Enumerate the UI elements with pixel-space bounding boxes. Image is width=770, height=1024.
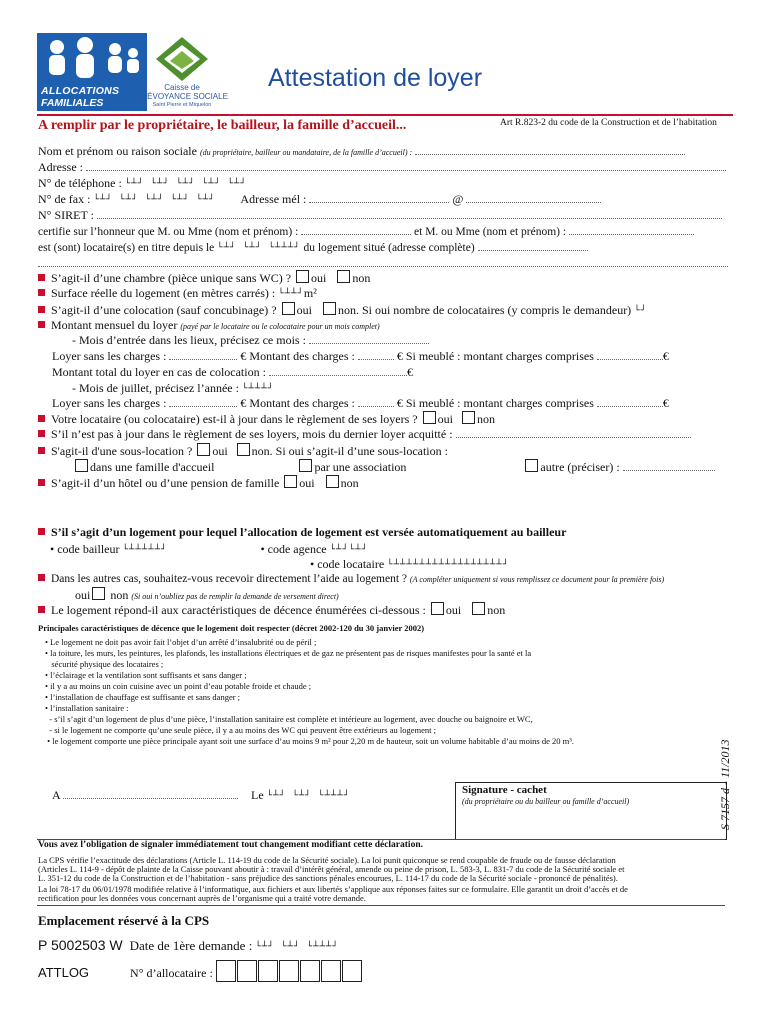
tenant-code-field[interactable]: └┴┴┴┴┴┴┴┴┴┴┴┴┴┴┴┴┴┘ (387, 560, 510, 570)
phone-label: N° de téléphone : (38, 176, 122, 190)
association-checkbox[interactable] (299, 459, 312, 472)
criteria-item: - s’il s’agit d’un logement de plus d’une pièce, l’installation sanitaire est complète et intérieure au logement, avec douche ou baignoire et WC, (45, 714, 533, 724)
phone-field[interactable]: └┴┘ └┴┘ └┴┘ └┴┘ └┴┘ (124, 179, 247, 189)
tenant-since-date-field[interactable]: └┴┘ └┴┘ └┴┴┴┘ (217, 243, 301, 253)
email-domain-field[interactable] (466, 192, 601, 203)
july-row (72, 381, 274, 396)
date-label: Le (251, 788, 264, 802)
other-label: autre (préciser) : (540, 460, 620, 474)
fax-row (38, 192, 601, 207)
owner-name-row (38, 144, 685, 159)
address-row (38, 160, 726, 175)
rent-charges-row-1 (52, 349, 669, 364)
decency-yes-checkbox[interactable] (431, 602, 444, 615)
rent-without-charges-label: Loyer sans les charges : (52, 396, 167, 410)
rent-without-charges-field[interactable] (169, 349, 237, 360)
agency-code-field[interactable]: └┴┘└┴┘ (329, 545, 369, 555)
decency-label: Le logement répond-il aux caractéristiques de décence énumérées ci-dessous : (51, 603, 426, 617)
obligation-text: Vous avez l’obligation de signaler immédiatement tout changement modifiant cette déclaration. (38, 840, 423, 850)
criteria-item: • la toiture, les murs, les peintures, les plafonds, les installations électriques et de gaz ne présentent pas de risques manifestes pour la santé et la (45, 648, 532, 658)
sublet-no-checkbox[interactable] (237, 443, 250, 456)
sublet-yes-checkbox[interactable] (197, 443, 210, 456)
colocataires-count-field[interactable]: └┘ (634, 306, 648, 316)
question-surface (38, 286, 317, 301)
landlord-code-label: • code bailleur (50, 542, 120, 556)
housing-address-field-2[interactable] (38, 256, 728, 267)
up-to-date-no-checkbox[interactable] (462, 411, 475, 424)
colocation-total-label: Montant total du loyer en cas de colocation : (52, 365, 266, 379)
hotel-no-label: non (340, 476, 359, 490)
reserved-heading: Emplacement réservé à la CPS (38, 913, 210, 928)
decency-yes-label: oui (445, 603, 462, 617)
euro-sign: € (662, 349, 669, 363)
entry-month-field[interactable] (309, 333, 429, 344)
rent-without-charges-label: Loyer sans les charges : (52, 349, 167, 363)
red-bullet-icon (38, 606, 45, 613)
rent-note: (payé par le locataire ou le colocataire pour un mois complet) (180, 322, 380, 331)
footer-divider-2 (37, 905, 725, 906)
direct-aid-no-label: non (110, 588, 129, 602)
furnished-label: € Si meublé : montant charges comprises (396, 349, 594, 363)
cps-reference-row (38, 937, 339, 954)
criteria-item: • le logement comporte une pièce principale ayant soit une surface d’au moins 9 m² pour 2,20 m de hauteur, soit un volume habitable d’au moins de 20 m³. (45, 736, 574, 746)
criteria-item: • l’installation sanitaire : (45, 703, 129, 713)
housing-address-label: du logement situé (adresse complète) (303, 242, 475, 254)
form-subheading: A remplir par le propriétaire, le bailleur, la famille d’accueil... (38, 118, 407, 133)
caf-logo-line1: ALLOCATIONS (41, 85, 120, 97)
red-bullet-icon (38, 574, 45, 581)
tenant-code-row (310, 557, 509, 572)
question-sublet (38, 443, 448, 459)
privacy-text: rectification pour les données vous concernant auprès de l’organisme qui a traité votre demande. (38, 893, 366, 903)
host-family-label: dans une famille d'accueil (90, 460, 215, 474)
legal-text: (Articles L. 114-9 - dépôt de plainte de la Caisse pouvant aboutir à : travail d’intérêt général, amende ou peine de prison, L. 583-3, L. 831-7 du code de la Sécurité sociale et (38, 864, 625, 874)
criteria-item: • Le logement ne doit pas avoir fait l’objet d’un arrêté d’insalubrité ou de péril ; (45, 637, 317, 647)
signature-title: Signature - cachet (462, 784, 547, 796)
last-paid-label: S’il n’est pas à jour dans le règlement de ses loyers, mois du dernier loyer acquitté : (51, 427, 453, 441)
other-checkbox[interactable] (525, 459, 538, 472)
agency-code-label: • code agence (260, 542, 327, 556)
question-rent (38, 318, 380, 333)
signature-note: (du propriétaire ou du bailleur ou famille d’accueil) (462, 797, 630, 806)
decency-no-label: non (487, 603, 506, 617)
sublet-type-row (73, 459, 715, 475)
page-title: Attestation de loyer (268, 64, 483, 92)
email-at: @ (452, 192, 464, 206)
first-request-label: Date de 1ère demande : (129, 938, 253, 953)
charges-label: € Montant des charges : (240, 349, 355, 363)
owner-name-field[interactable] (415, 144, 685, 155)
red-bullet-icon (38, 415, 45, 422)
question-room (38, 270, 370, 286)
decency-no-checkbox[interactable] (472, 602, 485, 615)
red-bullet-icon (38, 321, 45, 328)
question-last-paid (38, 427, 691, 442)
up-to-date-yes-checkbox[interactable] (423, 411, 436, 424)
criteria-item: • l’installation de chauffage est suffisante et sans danger ; (45, 692, 241, 702)
siret-label: N° SIRET : (38, 208, 94, 222)
surface-unit: m² (303, 286, 317, 300)
fax-label: N° de fax : (38, 192, 91, 206)
siret-row (38, 208, 722, 223)
red-bullet-icon (38, 528, 45, 535)
family-figures-icon (37, 35, 147, 85)
first-request-date-field[interactable]: └┴┘ └┴┘ └┴┴┴┘ (255, 942, 339, 952)
red-bullet-icon (38, 289, 45, 296)
colocation-total-field[interactable] (269, 365, 407, 376)
entry-month-row (72, 333, 429, 348)
landlord-code-field[interactable]: └┴┴┴┴┴┘ (122, 545, 168, 555)
certify-row (38, 224, 694, 238)
rent-charges-row-2 (52, 396, 669, 411)
host-family-checkbox[interactable] (75, 459, 88, 472)
direct-aid-no-note: (Si oui n’oubliez pas de remplir la demande de versement direct) (131, 592, 339, 601)
fax-field[interactable]: └┴┘ └┴┘ └┴┘ └┴┘ └┴┘ (93, 195, 216, 205)
red-bullet-icon (38, 274, 45, 281)
criteria-item: • l’éclairage et la ventilation sont suffisants et sans danger ; (45, 670, 247, 680)
direct-aid-yes-checkbox[interactable] (92, 587, 105, 600)
july-year-field[interactable]: └┴┴┴┘ (241, 384, 275, 394)
email-label: Adresse mél : (240, 192, 307, 206)
privacy-text: La loi 78-17 du 06/01/1978 modifiée relative à l’informatique, aux fichiers et aux libertés s’applique aux réponses faites sur ce formulaire. Elle garantit un droit d’accès et de (38, 884, 628, 894)
furnished-label: € Si meublé : montant charges comprises (396, 396, 594, 410)
siret-field[interactable] (97, 208, 722, 219)
cps-emblem-icon (152, 35, 212, 83)
room-yes-label: oui (311, 271, 327, 285)
cps-logo (132, 35, 232, 115)
furnished-field-2[interactable] (597, 396, 663, 407)
owner-name-label: Nom et prénom ou raison sociale (38, 144, 197, 158)
direct-aid-note: (A compléter uniquement si vous remplissez ce document pour la première fois) (409, 575, 665, 584)
hotel-label: S’agit-il d’un hôtel ou d’une pension de famille (51, 476, 280, 490)
place-date-row (52, 788, 350, 803)
association-label: par une association (314, 460, 407, 474)
question-up-to-date (38, 411, 495, 427)
colocation-no-checkbox[interactable] (323, 302, 336, 315)
sublet-label: S'agit-il d'une sous-location ? (51, 444, 193, 458)
sublet-no-label: non. Si oui s’agit-il d’une sous-location : (251, 444, 448, 458)
charges-field-2[interactable] (358, 396, 394, 407)
last-paid-field[interactable] (456, 427, 691, 438)
red-bullet-icon (38, 430, 45, 437)
decency-row (38, 602, 505, 618)
certify-label: certifie sur l’honneur que M. ou Mme (nom et prénom) : (38, 226, 299, 238)
auto-payment-heading (38, 525, 566, 540)
colocation-yes-checkbox[interactable] (282, 302, 295, 315)
signature-box[interactable] (455, 782, 727, 840)
tenant-code-label: • code locataire (310, 557, 385, 571)
direct-aid-yes-label: oui (75, 588, 91, 602)
hotel-no-checkbox[interactable] (326, 475, 339, 488)
sublet-yes-label: oui (212, 444, 228, 458)
euro-sign: € (406, 365, 413, 379)
entry-month-label: - Mois d’entrée dans les lieux, précisez ce mois : (72, 333, 306, 347)
colocation-yes-label: oui (296, 303, 312, 317)
rent-without-charges-field-2[interactable] (169, 396, 237, 407)
date-field[interactable]: └┴┘ └┴┘ └┴┴┴┘ (266, 791, 351, 801)
colocation-label: S’agit-il d’une colocation (sauf concubinage) ? (51, 303, 277, 317)
legal-text: L. 351-12 du code de la Construction et de l’habitation - sans préjudice des sanctions pénales encourues, L. 114-17 du code de la Sécurité sociale - prononcé de pénalités). (38, 873, 618, 883)
direct-aid-options (75, 587, 339, 603)
tenant1-field[interactable] (301, 224, 411, 235)
red-bullet-icon (38, 447, 45, 454)
charges-field[interactable] (358, 349, 394, 360)
july-label: - Mois de juillet, précisez l’année : (72, 381, 239, 395)
room-no-checkbox[interactable] (337, 270, 350, 283)
colocation-no-label: non. Si oui nombre de colocataires (y compris le demandeur) (337, 303, 632, 317)
allocataire-row (38, 960, 363, 982)
cps-logo-line3: Saint Pierre et Miquelon (152, 102, 212, 108)
criteria-heading: Principales caractéristiques de décence que le logement doit respecter (décret 2002-120 du 30 janvier 2002) (38, 623, 425, 633)
red-bullet-icon (38, 306, 45, 313)
direct-aid-row (38, 573, 664, 585)
cps-logo-line2: PRÉVOYANCE SOCIALE (136, 92, 228, 101)
other-field[interactable] (623, 460, 715, 471)
place-field[interactable] (63, 788, 238, 799)
cps-logo-line1: Caisse de (164, 83, 200, 92)
hotel-yes-label: oui (299, 476, 315, 490)
question-colocation (38, 302, 647, 318)
direct-aid-label: Dans les autres cas, souhaitez-vous recevoir directement l’aide au logement ? (51, 573, 408, 585)
legal-text: La CPS vérifie l’exactitude des déclarations (Article L. 114-19 du code de la Sécurité sociale). La loi punit quiconque se rend coupable de fraude ou de fausse déclaration (38, 855, 616, 865)
caf-logo-line2: FAMILIALES (41, 97, 104, 109)
red-bullet-icon (38, 479, 45, 486)
surface-label: Surface réelle du logement (en mètres carrés) : (51, 286, 276, 300)
landlord-code-row (50, 542, 368, 557)
hotel-yes-checkbox[interactable] (284, 475, 297, 488)
housing-address-field[interactable] (478, 240, 588, 251)
allocataire-number-field[interactable] (216, 966, 363, 980)
auto-payment-heading-text: S’il s’agit d’un logement pour lequel l’allocation de logement est versée automatiquement au bailleur (51, 525, 567, 539)
room-no-label: non (352, 271, 371, 285)
furnished-field[interactable] (597, 349, 663, 360)
criteria-item: - si le logement ne comporte qu’une seule pièce, il y a au moins des WC qui peuvent être extérieurs au logement ; (45, 725, 436, 735)
owner-name-note: (du propriétaire, bailleur ou mandataire, de la famille d’accueil) : (199, 148, 413, 157)
form-code: S 7157 d - 11/2013 (718, 739, 732, 830)
housing-address-line2 (38, 256, 728, 271)
place-label: A (52, 788, 61, 802)
up-to-date-yes-label: oui (437, 412, 453, 426)
up-to-date-no-label: non (476, 412, 495, 426)
address-label: Adresse : (38, 160, 83, 174)
question-hotel (38, 475, 359, 491)
room-question-label: S’agit-il d’une chambre (pièce unique sans WC) ? (51, 271, 292, 285)
tenant-since-label: est (sont) locataire(s) en titre depuis le (38, 242, 215, 254)
attlog-code: ATTLOG (38, 965, 90, 980)
tenant-since-row (38, 240, 588, 254)
rent-label: Montant mensuel du loyer (51, 318, 178, 332)
room-yes-checkbox[interactable] (296, 270, 309, 283)
charges-label: € Montant des charges : (240, 396, 355, 410)
tenant2-field[interactable] (569, 224, 694, 235)
up-to-date-label: Votre locataire (ou colocataire) est-il à jour dans le règlement de ses loyers ? (51, 412, 418, 426)
and-label: et M. ou Mme (nom et prénom) : (414, 226, 567, 238)
address-field[interactable] (86, 160, 726, 171)
criteria-item: • il y a au moins un coin cuisine avec un point d’eau potable froide et chaude ; (45, 681, 312, 691)
p-code: P 5002503 W (38, 937, 123, 953)
colocation-total-row (52, 365, 413, 380)
email-user-field[interactable] (309, 192, 449, 203)
caf-logo (37, 33, 147, 111)
phone-row (38, 176, 247, 191)
allocataire-label: N° d’allocataire : (130, 966, 213, 980)
euro-sign: € (662, 396, 669, 410)
surface-field[interactable]: └┴┴┘ (278, 289, 304, 299)
article-reference: Art R.823-2 du code de la Construction et de l’habitation (500, 118, 717, 128)
criteria-item: sécurité physique des locataires ; (45, 659, 164, 669)
header-divider (37, 114, 733, 116)
